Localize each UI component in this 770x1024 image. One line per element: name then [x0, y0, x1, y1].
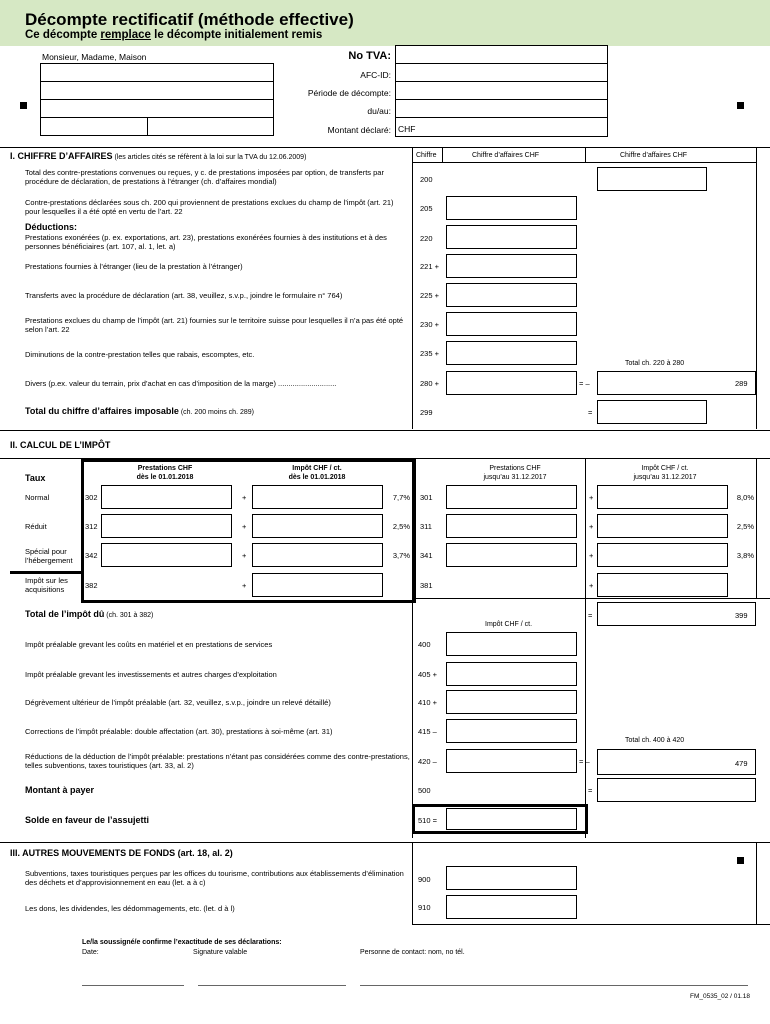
- input-280[interactable]: [446, 371, 577, 395]
- code-410: 410 +: [418, 698, 437, 707]
- row-280-label: Divers (p.ex. valeur du terrain, prix d’achat en cas d’imposition de la marge) ............................: [25, 379, 337, 388]
- tva-input[interactable]: [395, 45, 608, 64]
- code-200: 200: [420, 175, 433, 184]
- dual-label: du/au:: [367, 106, 391, 116]
- contact-label: Personne de contact: nom, no tél.: [360, 949, 465, 956]
- input-381-tax[interactable]: [597, 573, 728, 597]
- rate-acq-label: Impôt sur les acquisitions: [25, 576, 68, 594]
- divider: [442, 147, 443, 162]
- code-500: 500: [418, 786, 431, 795]
- divider: [756, 458, 757, 598]
- divider: [0, 147, 770, 148]
- row-235-label: Diminutions de la contre-prestation telles que rabais, escomptes, etc.: [25, 350, 255, 359]
- input-205[interactable]: [446, 196, 577, 220]
- signature-line[interactable]: [198, 985, 346, 986]
- address-line-2[interactable]: [40, 81, 274, 100]
- code-205: 205: [420, 204, 433, 213]
- code-221: 221 +: [420, 262, 439, 271]
- scan-mark-icon: [20, 102, 27, 109]
- input-479[interactable]: [597, 749, 756, 775]
- plus: +: [242, 581, 247, 590]
- input-311[interactable]: [446, 514, 577, 538]
- plus: +: [242, 522, 247, 531]
- input-399[interactable]: [597, 602, 756, 626]
- rate-new-special: 3,7%: [392, 551, 410, 560]
- tva-label: No TVA:: [348, 50, 391, 62]
- divider: [412, 147, 413, 429]
- col-chiffre: Chiffre: [416, 152, 437, 159]
- input-420[interactable]: [446, 749, 577, 773]
- impot-col-header: Impôt CHF / ct.: [485, 621, 533, 628]
- input-500[interactable]: [597, 778, 756, 802]
- code-235: 235 +: [420, 349, 439, 358]
- input-301-tax[interactable]: [597, 485, 728, 509]
- input-910[interactable]: [446, 895, 577, 919]
- date-line[interactable]: [82, 985, 184, 986]
- periode-input[interactable]: [395, 81, 608, 100]
- input-342[interactable]: [101, 543, 232, 567]
- input-312[interactable]: [101, 514, 232, 538]
- row-230-label: Prestations exclues du champ de l’impôt (art. 21) fournies sur le territoire suisse pour lesquelles il n’a pas été opté selon l’art. 22: [25, 316, 404, 334]
- row-220-label: Prestations exonérées (p. ex. exportations, art. 23), prestations exonérées fournies à des institutions et à des personnes bénéficiaires (art. 107, al. 1, let. a): [25, 233, 387, 251]
- city-field[interactable]: [147, 117, 274, 136]
- divider: [412, 924, 770, 925]
- input-301[interactable]: [446, 485, 577, 509]
- col-impot-new: Impôt CHF / ct. dès le 01.01.2018: [288, 465, 346, 481]
- row-405-label: Impôt préalable grevant les investissements et autres charges d’exploitation: [25, 670, 277, 679]
- row-400-label: Impôt préalable grevant les coûts en matériel et en prestations de services: [25, 640, 273, 649]
- equals-minus: = –: [579, 379, 590, 388]
- rate-reduit-label: Réduit: [25, 522, 47, 531]
- row-910-label: Les dons, les dividendes, les dédommagements, etc. (let. d à l): [25, 904, 235, 913]
- divider: [756, 147, 757, 429]
- input-400[interactable]: [446, 632, 577, 656]
- divider: [585, 147, 586, 162]
- input-311-tax[interactable]: [597, 514, 728, 538]
- form-number: FM_0535_02 / 01.18: [690, 993, 750, 1000]
- code-382: 382: [85, 581, 98, 590]
- code-312: 312: [85, 522, 98, 531]
- input-289[interactable]: [597, 371, 756, 395]
- page-title: Décompte rectificatif (méthode effective): [25, 10, 354, 29]
- contact-line[interactable]: [360, 985, 748, 986]
- code-405: 405 +: [418, 670, 437, 679]
- input-302[interactable]: [101, 485, 232, 509]
- col-prest-old: Prestations CHF jusqu’au 31.12.2017: [483, 465, 547, 481]
- code-341: 341: [420, 551, 433, 560]
- confirm-text: Le/la soussigné/e confirme l’exactitude de ses déclarations:: [82, 939, 282, 946]
- code-220: 220: [420, 234, 433, 243]
- section-3-title: III. AUTRES MOUVEMENTS DE FONDS (art. 18, al. 2): [10, 848, 233, 858]
- total-impot-label: Total de l’impôt dû (ch. 301 à 382): [25, 609, 154, 619]
- chf-label: CHF: [398, 124, 416, 134]
- row-200-label: Total des contre-prestations convenues ou reçues, y c. de prestations imposées par option, de transferts par procédure de déclaration, de prestations à l’étranger (ch. d’affaires mondial): [25, 168, 384, 186]
- input-235[interactable]: [446, 341, 577, 365]
- code-280: 280 +: [420, 379, 439, 388]
- input-342-tax[interactable]: [252, 543, 383, 567]
- date-label: Date:: [82, 949, 99, 956]
- input-415[interactable]: [446, 719, 577, 743]
- divider: [0, 842, 770, 843]
- input-230[interactable]: [446, 312, 577, 336]
- solde-label: Solde en faveur de l’assujetti: [25, 815, 150, 825]
- code-910: 910: [418, 903, 431, 912]
- row-900-label: Subventions, taxes touristiques perçues par les offices du tourisme, contributions aux établissements d’élimination des déchets et d’approvisionnement en eau (let. a à c): [25, 869, 404, 887]
- input-405[interactable]: [446, 662, 577, 686]
- divider: [412, 842, 413, 924]
- col-ca-1: Chiffre d’affaires CHF: [472, 152, 540, 159]
- scan-mark-icon: [737, 857, 744, 864]
- montant-declare-label: Montant déclaré:: [327, 125, 391, 135]
- code-289: 289: [735, 379, 748, 388]
- input-302-tax[interactable]: [252, 485, 383, 509]
- address-line-1[interactable]: [40, 63, 274, 82]
- input-299[interactable]: [597, 400, 707, 424]
- row-415-label: Corrections de l’impôt préalable: double affectation (art. 30), prestations à soi-même (art. 31): [25, 727, 333, 736]
- rate-old-reduit: 2,5%: [736, 522, 754, 531]
- divider: [756, 842, 757, 924]
- code-301: 301: [420, 493, 433, 502]
- input-900[interactable]: [446, 866, 577, 890]
- divider: [412, 598, 770, 599]
- input-510[interactable]: [446, 808, 577, 830]
- dual-input[interactable]: [395, 99, 608, 118]
- taux-label: Taux: [25, 473, 46, 483]
- code-311: 311: [420, 522, 432, 531]
- page-subtitle: Ce décompte remplace le décompte initialement remis: [25, 29, 323, 41]
- code-381: 381: [420, 581, 433, 590]
- plus: +: [589, 551, 594, 560]
- section-2-title: II. CALCUL DE L’IMPÔT: [10, 440, 111, 450]
- signature-label: Signature valable: [193, 949, 248, 956]
- divider: [0, 430, 770, 431]
- montant-payer-label: Montant à payer: [25, 785, 95, 795]
- equals: =: [588, 611, 593, 620]
- rate-normal-label: Normal: [25, 493, 50, 502]
- total-400-420-label: Total ch. 400 à 420: [625, 737, 685, 744]
- input-410[interactable]: [446, 690, 577, 714]
- rate-old-normal: 8,0%: [736, 493, 754, 502]
- rate-new-normal: 7,7%: [392, 493, 410, 502]
- row-410-label: Dégrèvement ultérieur de l’impôt préalable (art. 32, veuillez, s.v.p., joindre un relevé détaillé): [25, 698, 331, 707]
- divider: [10, 571, 83, 574]
- input-341-tax[interactable]: [597, 543, 728, 567]
- code-302: 302: [85, 493, 98, 502]
- plus: +: [242, 551, 247, 560]
- section-1-title: I. CHIFFRE D’AFFAIRES (les articles cités se réfèrent à la loi sur la TVA du 12.06.2009): [10, 151, 307, 161]
- address-line-3[interactable]: [40, 99, 274, 118]
- code-225: 225 +: [420, 291, 439, 300]
- zip-field[interactable]: [40, 117, 148, 136]
- input-312-tax[interactable]: [252, 514, 383, 538]
- col-ca-2: Chiffre d’affaires CHF: [620, 152, 688, 159]
- code-230: 230 +: [420, 320, 439, 329]
- afc-input[interactable]: [395, 63, 608, 82]
- row-299-label: Total du chiffre d’affaires imposable (ch. 200 moins ch. 289): [25, 406, 254, 416]
- divider: [585, 598, 586, 838]
- input-225[interactable]: [446, 283, 577, 307]
- equals: =: [588, 408, 593, 417]
- input-382-tax[interactable]: [252, 573, 383, 597]
- afc-label: AFC-ID:: [360, 70, 391, 80]
- plus: +: [242, 493, 247, 502]
- divider: [585, 458, 586, 598]
- plus: +: [589, 493, 594, 502]
- rate-special-label: Spécial pour l’hébergement: [25, 547, 73, 565]
- rate-old-special: 3,8%: [736, 551, 754, 560]
- code-299: 299: [420, 408, 433, 417]
- code-342: 342: [85, 551, 98, 560]
- input-220[interactable]: [446, 225, 577, 249]
- col-prest-new: Prestations CHF dès le 01.01.2018: [136, 465, 194, 481]
- equals-minus: = –: [579, 757, 590, 766]
- deductions-label: Déductions:: [25, 222, 78, 232]
- periode-label: Période de décompte:: [307, 88, 391, 98]
- equals: =: [588, 786, 593, 795]
- rate-new-reduit: 2,5%: [392, 522, 410, 531]
- col-impot-old: Impôt CHF / ct. jusqu’au 31.12.2017: [633, 465, 697, 481]
- input-341[interactable]: [446, 543, 577, 567]
- row-205-label: Contre-prestations déclarées sous ch. 200 qui proviennent de prestations exclues du champ de l’impôt (art. 21) pour lesquelles il a été opté en vertu de l’art. 22: [25, 198, 394, 216]
- row-225-label: Transferts avec la procédure de déclaration (art. 38, veuillez, s.v.p., joindre le formulaire n° 764): [25, 291, 343, 300]
- montant-declare-input[interactable]: [395, 117, 608, 137]
- divider: [412, 162, 756, 163]
- plus: +: [589, 522, 594, 531]
- addressee-label: Monsieur, Madame, Maison: [42, 52, 147, 62]
- code-479: 479: [735, 759, 748, 768]
- code-415: 415 –: [418, 727, 437, 736]
- row-420-label: Réductions de la déduction de l’impôt préalable: prestations n’étant pas considérées comme des contre-prestations, telles subventions, taxes touristiques (art. 33, al. 2): [25, 752, 410, 770]
- total-220-280-label: Total ch. 220 à 280: [625, 360, 685, 367]
- code-900: 900: [418, 875, 431, 884]
- code-510: 510 =: [418, 816, 437, 825]
- code-399: 399: [735, 611, 748, 620]
- scan-mark-icon: [737, 102, 744, 109]
- input-200[interactable]: [597, 167, 707, 191]
- code-400: 400: [418, 640, 431, 649]
- code-420: 420 –: [418, 757, 437, 766]
- input-221[interactable]: [446, 254, 577, 278]
- row-221-label: Prestations fournies à l’étranger (lieu de la prestation à l’étranger): [25, 262, 243, 271]
- plus: +: [589, 581, 594, 590]
